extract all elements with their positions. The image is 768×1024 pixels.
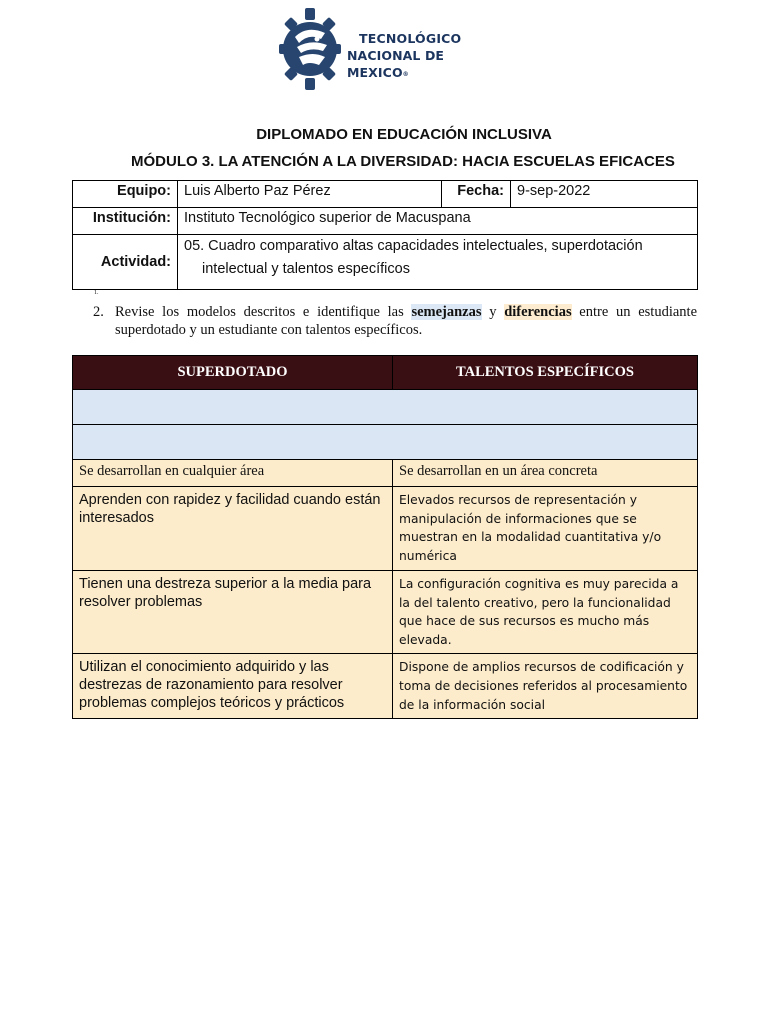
table-row	[73, 571, 698, 654]
empty-row-2	[73, 425, 698, 460]
info-table	[72, 180, 698, 290]
cell-superdotado-4: Utilizan el conocimiento adquirido y las destrezas de razonamiento para resolver problemas complejos teóricos y prácticos	[73, 654, 393, 719]
tecnm-logo	[277, 3, 497, 95]
highlight-semejanzas: semejanzas	[411, 304, 482, 320]
logo-line1: TECNOLÓGICO	[359, 31, 462, 46]
highlight-diferencias: diferencias	[504, 304, 572, 320]
cell-superdotado-2: Aprenden con rapidez y facilidad cuando están interesados	[73, 487, 393, 571]
table-row	[73, 460, 698, 487]
table-row	[73, 654, 698, 719]
header-superdotado: SUPERDOTADO	[73, 356, 393, 390]
cell-talentos-3: La configuración cognitiva es muy parecida a la del talento creativo, pero la funcionalidad que hace de sus recursos es mucho más elevada.	[393, 571, 698, 654]
header-talentos: TALENTOS ESPECÍFICOS	[393, 356, 698, 390]
team-value: Luis Alberto Paz Pérez	[178, 181, 442, 208]
cell-superdotado-3: Tienen una destreza superior a la media para resolver problemas	[73, 571, 393, 654]
cell-talentos-1: Se desarrollan en un área concreta	[393, 460, 698, 487]
cell-talentos-2: Elevados recursos de representación y manipulación de informaciones que se muestran en la modalidad cuantitativa y/o numérica	[393, 487, 698, 571]
list-marker-1: 1.	[94, 290, 99, 296]
cell-superdotado-1: Se desarrollan en cualquier área	[73, 460, 393, 487]
table-row	[73, 487, 698, 571]
activity-label: Actividad:	[73, 235, 178, 290]
eagle-gear-icon	[277, 3, 343, 95]
instruction-text-b: y	[481, 304, 505, 320]
logo-line2: NACIONAL DE MEXICO	[347, 48, 445, 80]
activity-value	[178, 235, 698, 290]
comparison-table	[72, 355, 698, 719]
list-number: 2.	[93, 304, 104, 320]
team-label: Equipo:	[73, 181, 178, 208]
instruction-paragraph	[93, 303, 697, 339]
instruction-text-c: entre un estudiante superdotado y un estudiante con talentos específicos.	[115, 304, 698, 338]
module-title: MÓDULO 3. LA ATENCIÓN A LA DIVERSIDAD: HACIA ESCUELAS EFICACES	[131, 153, 675, 170]
date-label: Fecha:	[442, 181, 511, 208]
instruction-text-a: Revise los modelos descritos e identifique las	[115, 304, 412, 320]
institution-value: Instituto Tecnológico superior de Macuspana	[178, 208, 698, 235]
empty-row-1	[73, 390, 698, 425]
activity-line2: intelectual y talentos específicos	[202, 261, 410, 277]
cell-talentos-4: Dispone de amplios recursos de codificación y toma de decisiones referidos al procesamiento de la información social	[393, 654, 698, 719]
institution-label: Institución:	[73, 208, 178, 235]
document-title: DIPLOMADO EN EDUCACIÓN INCLUSIVA	[256, 126, 552, 143]
logo-wordmark	[347, 30, 497, 83]
registered-mark: ®	[402, 71, 409, 78]
activity-line1: 05. Cuadro comparativo altas capacidades intelectuales, superdotación	[184, 238, 643, 254]
date-value: 9-sep-2022	[511, 181, 698, 208]
